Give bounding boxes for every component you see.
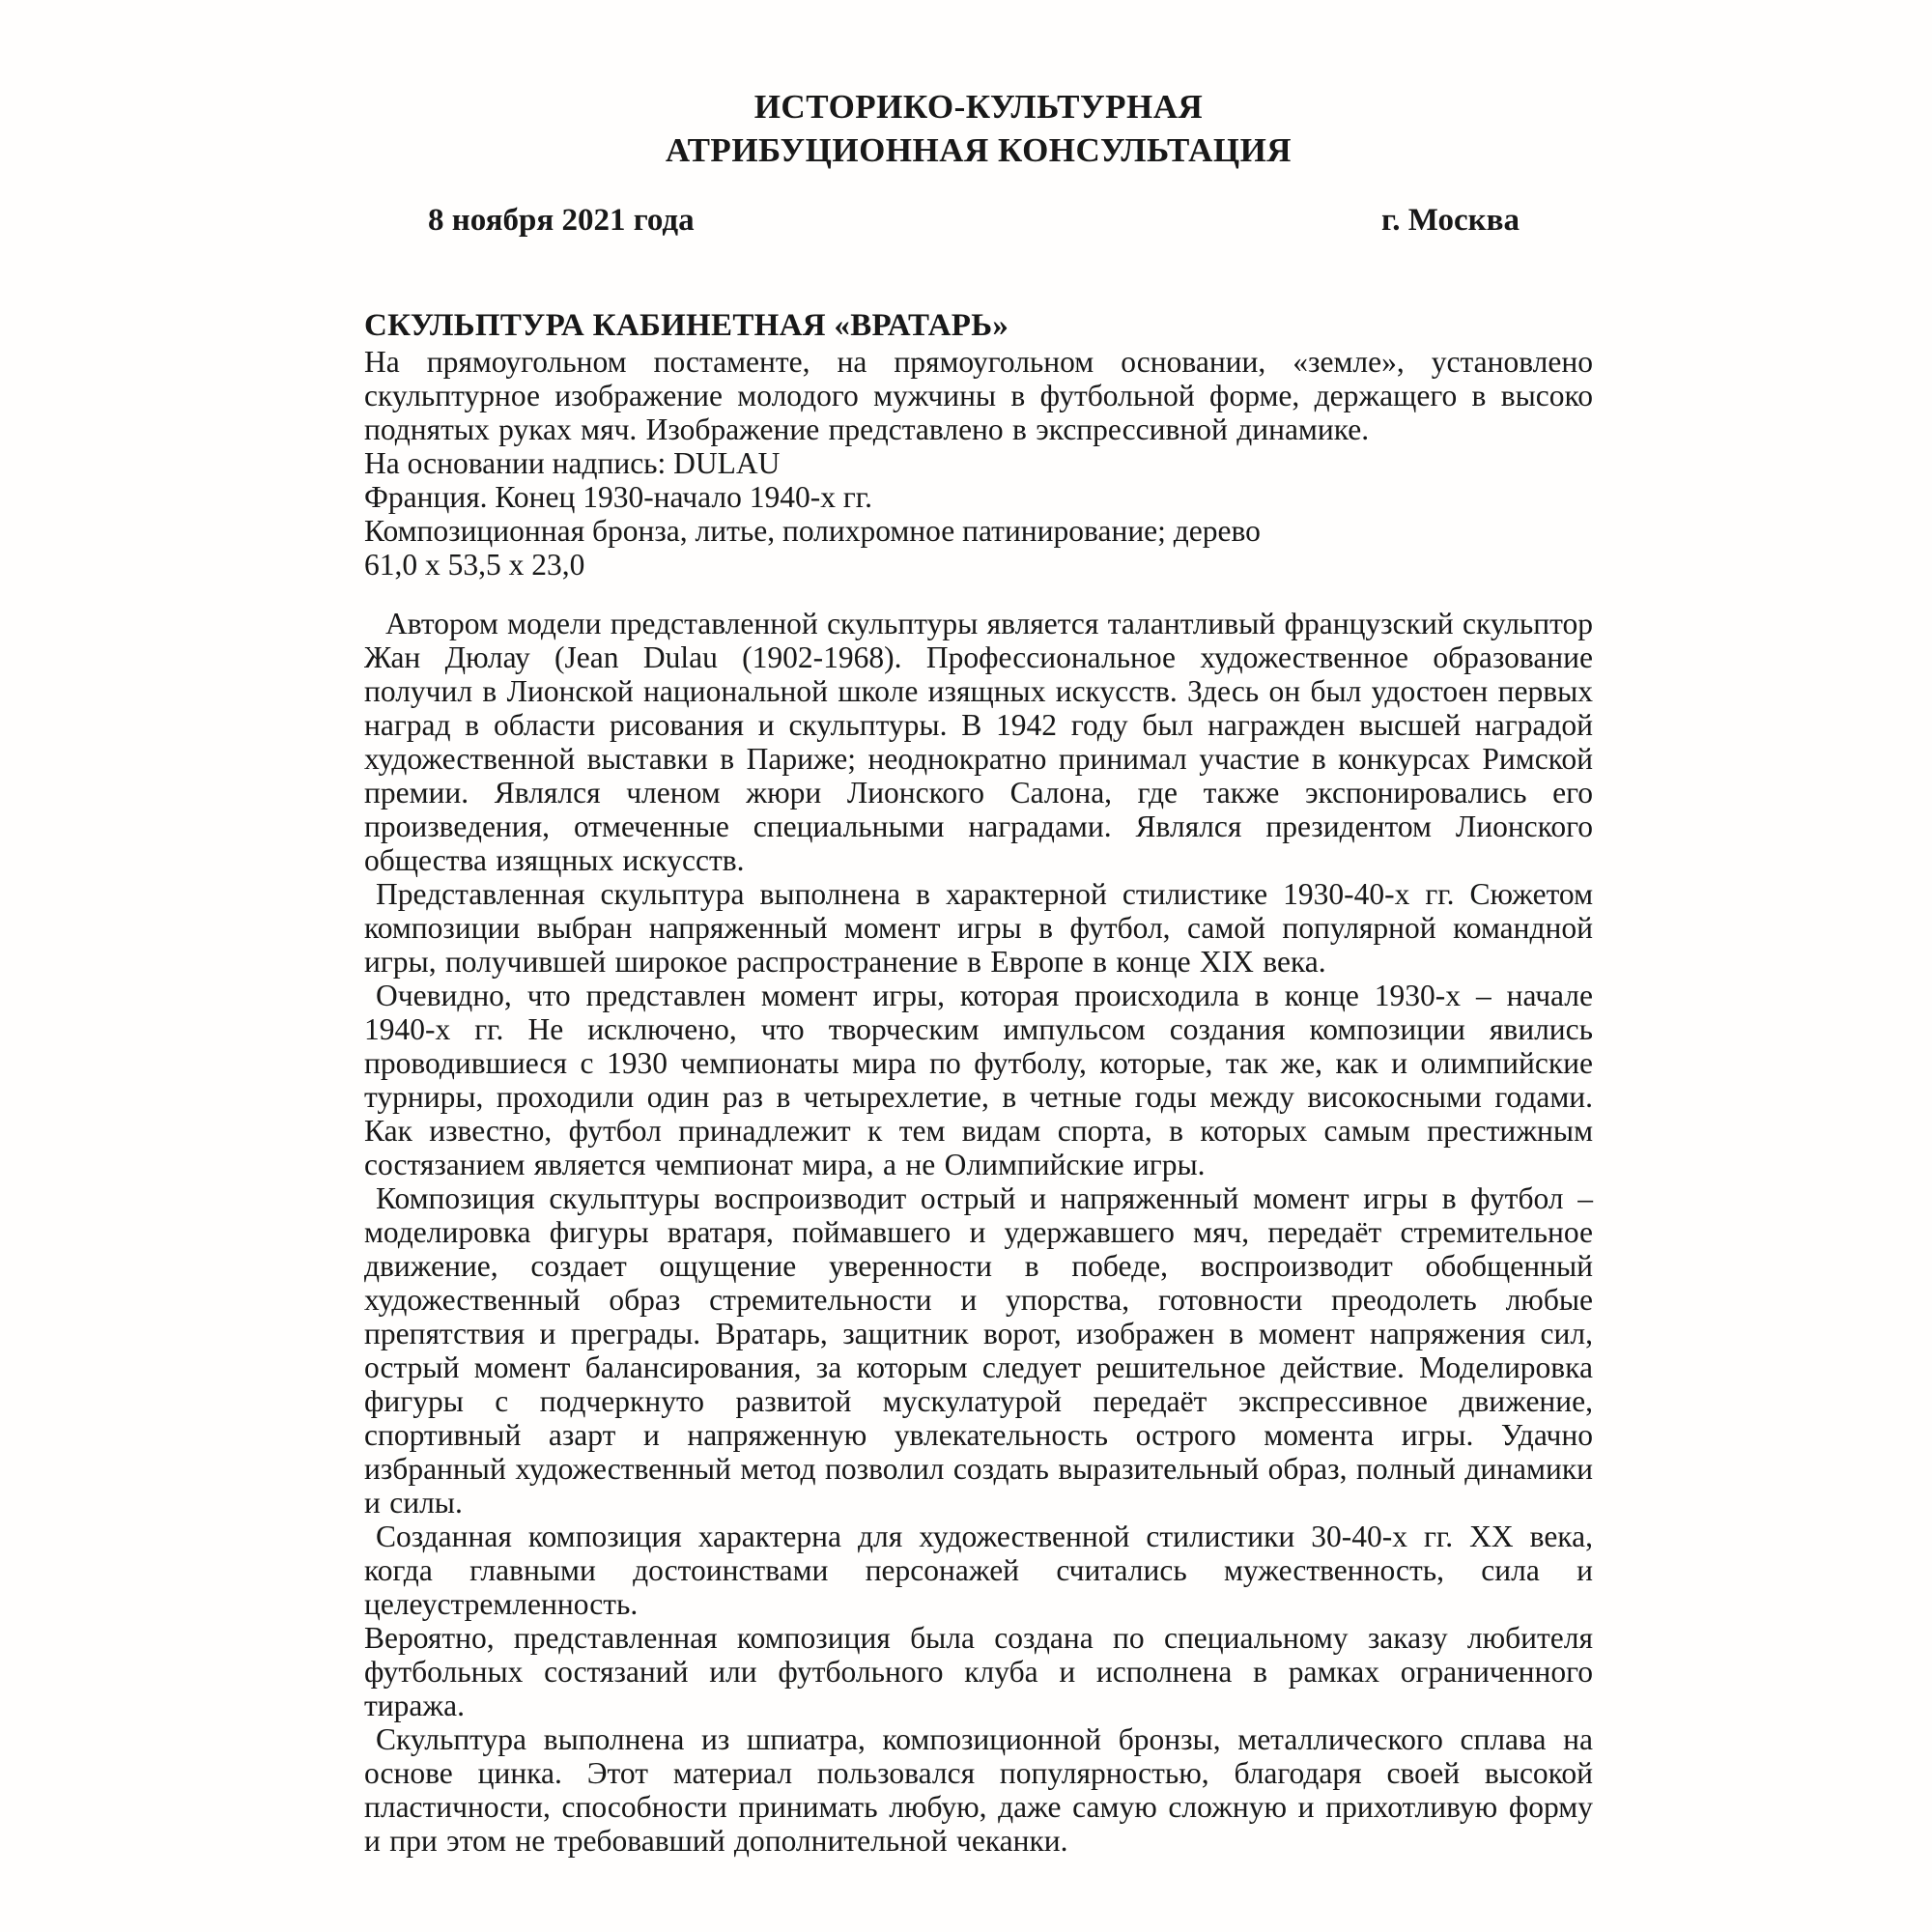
text-column xyxy=(364,85,1593,1858)
inscription-line: На основании надпись: DULAU xyxy=(364,446,781,480)
document-title xyxy=(364,85,1593,172)
origin-line: Франция. Конец 1930-начало 1940-х гг. xyxy=(364,480,872,514)
document-date: 8 ноября 2021 года xyxy=(428,203,695,238)
materials-line: Композиционная бронза, литье, полихромное патинирование; дерево xyxy=(364,514,1261,548)
document-title-line1: ИСТОРИКО-КУЛЬТУРНАЯ xyxy=(753,88,1204,126)
dimensions-line: 61,0 х 53,5 х 23,0 xyxy=(364,548,585,582)
body-paragraph-style: Представленная скульптура выполнена в характерной стилистике 1930-40-х гг. Сюжетом композиции выбран напряженный момент игры в футбол, самой популярной командной игры, получившей широкое распространение в Европе в конце XIX века. xyxy=(364,877,1593,979)
body-paragraph-author: Автором модели представленной скульптуры является талантливый французский скульптор Жан Дюлау (Jean Dulau (1902-1968). Профессиональное художественное образование получил в Лионской национальной школе изящных искусств. Здесь он был удостоен первых наград в области рисования и скульптуры. В 1942 году был награжден высшей наградой художественной выставки в Париже; неоднократно принимал участие в конкурсах Римской премии. Являлся членом жюри Лионского Салона, где также экспонировались его произведения, отмеченные специальными наградами. Являлся президентом Лионского общества изящных искусств. xyxy=(364,607,1593,877)
body-paragraph-material: Скульптура выполнена из шпиатра, композиционной бронзы, металлического сплава на основе цинка. Этот материал пользовался популярностью, благодаря своей высокой пластичности, способности принимать любую, даже самую сложную и прихотливую форму и при этом не требовавший дополнительной чеканки. xyxy=(364,1722,1593,1858)
document-city: г. Москва xyxy=(1381,203,1520,238)
date-city-row xyxy=(364,202,1593,239)
body-paragraph-commission: Вероятно, представленная композиция была создана по специальному заказу любителя футбольных состязаний или футбольного клуба и исполнена в рамках ограниченного тиража. xyxy=(364,1621,1593,1722)
body-paragraph-composition: Композиция скульптуры воспроизводит острый и напряженный момент игры в футбол – моделировка фигуры вратаря, поймавшего и удержавшего мяч, передаёт стремительное движение, создает ощущение уверенности в победе, воспроизводит обобщенный художественный образ стремительности и упорства, готовности преодолеть любые препятствия и преграды. Вратарь, защитник ворот, изображен в момент напряжения сил, острый момент балансирования, за которым следует решительное действие. Моделировка фигуры с подчеркнуто развитой мускулатурой передаёт экспрессивное движение, спортивный азарт и напряженную увлекательность острого момента игры. Удачно избранный художественный метод позволил создать выразительный образ, полный динамики и силы. xyxy=(364,1181,1593,1520)
object-heading: СКУЛЬПТУРА КАБИНЕТНАЯ «ВРАТАРЬ» xyxy=(364,308,1009,343)
document-title-line2: АТРИБУЦИОННАЯ КОНСУЛЬТАЦИЯ xyxy=(665,131,1293,169)
body-paragraph-epoch: Созданная композиция характерна для художественной стилистики 30-40-х гг. XX века, когда главными достоинствами персонажей считались мужественность, сила и целеустремленность. xyxy=(364,1520,1593,1621)
body-paragraph-period: Очевидно, что представлен момент игры, которая происходила в конце 1930-х – начале 1940-х гг. Не исключено, что творческим импульсом создания композиции явились проводившиеся с 1930 чемпионаты мира по футболу, которые, так же, как и олимпийские турниры, проходили один раз в четырехлетие, в четные годы между високосными годами. Как известно, футбол принадлежит к тем видам спорта, в которых самым престижным состязанием является чемпионат мира, а не Олимпийские игры. xyxy=(364,979,1593,1181)
object-description-paragraph: На прямоугольном постаменте, на прямоугольном основании, «земле», установлено скульптурное изображение молодого мужчины в футбольной форме, держащего в высоко поднятых руках мяч. Изображение представлено в экспрессивной динамике. xyxy=(364,345,1593,446)
